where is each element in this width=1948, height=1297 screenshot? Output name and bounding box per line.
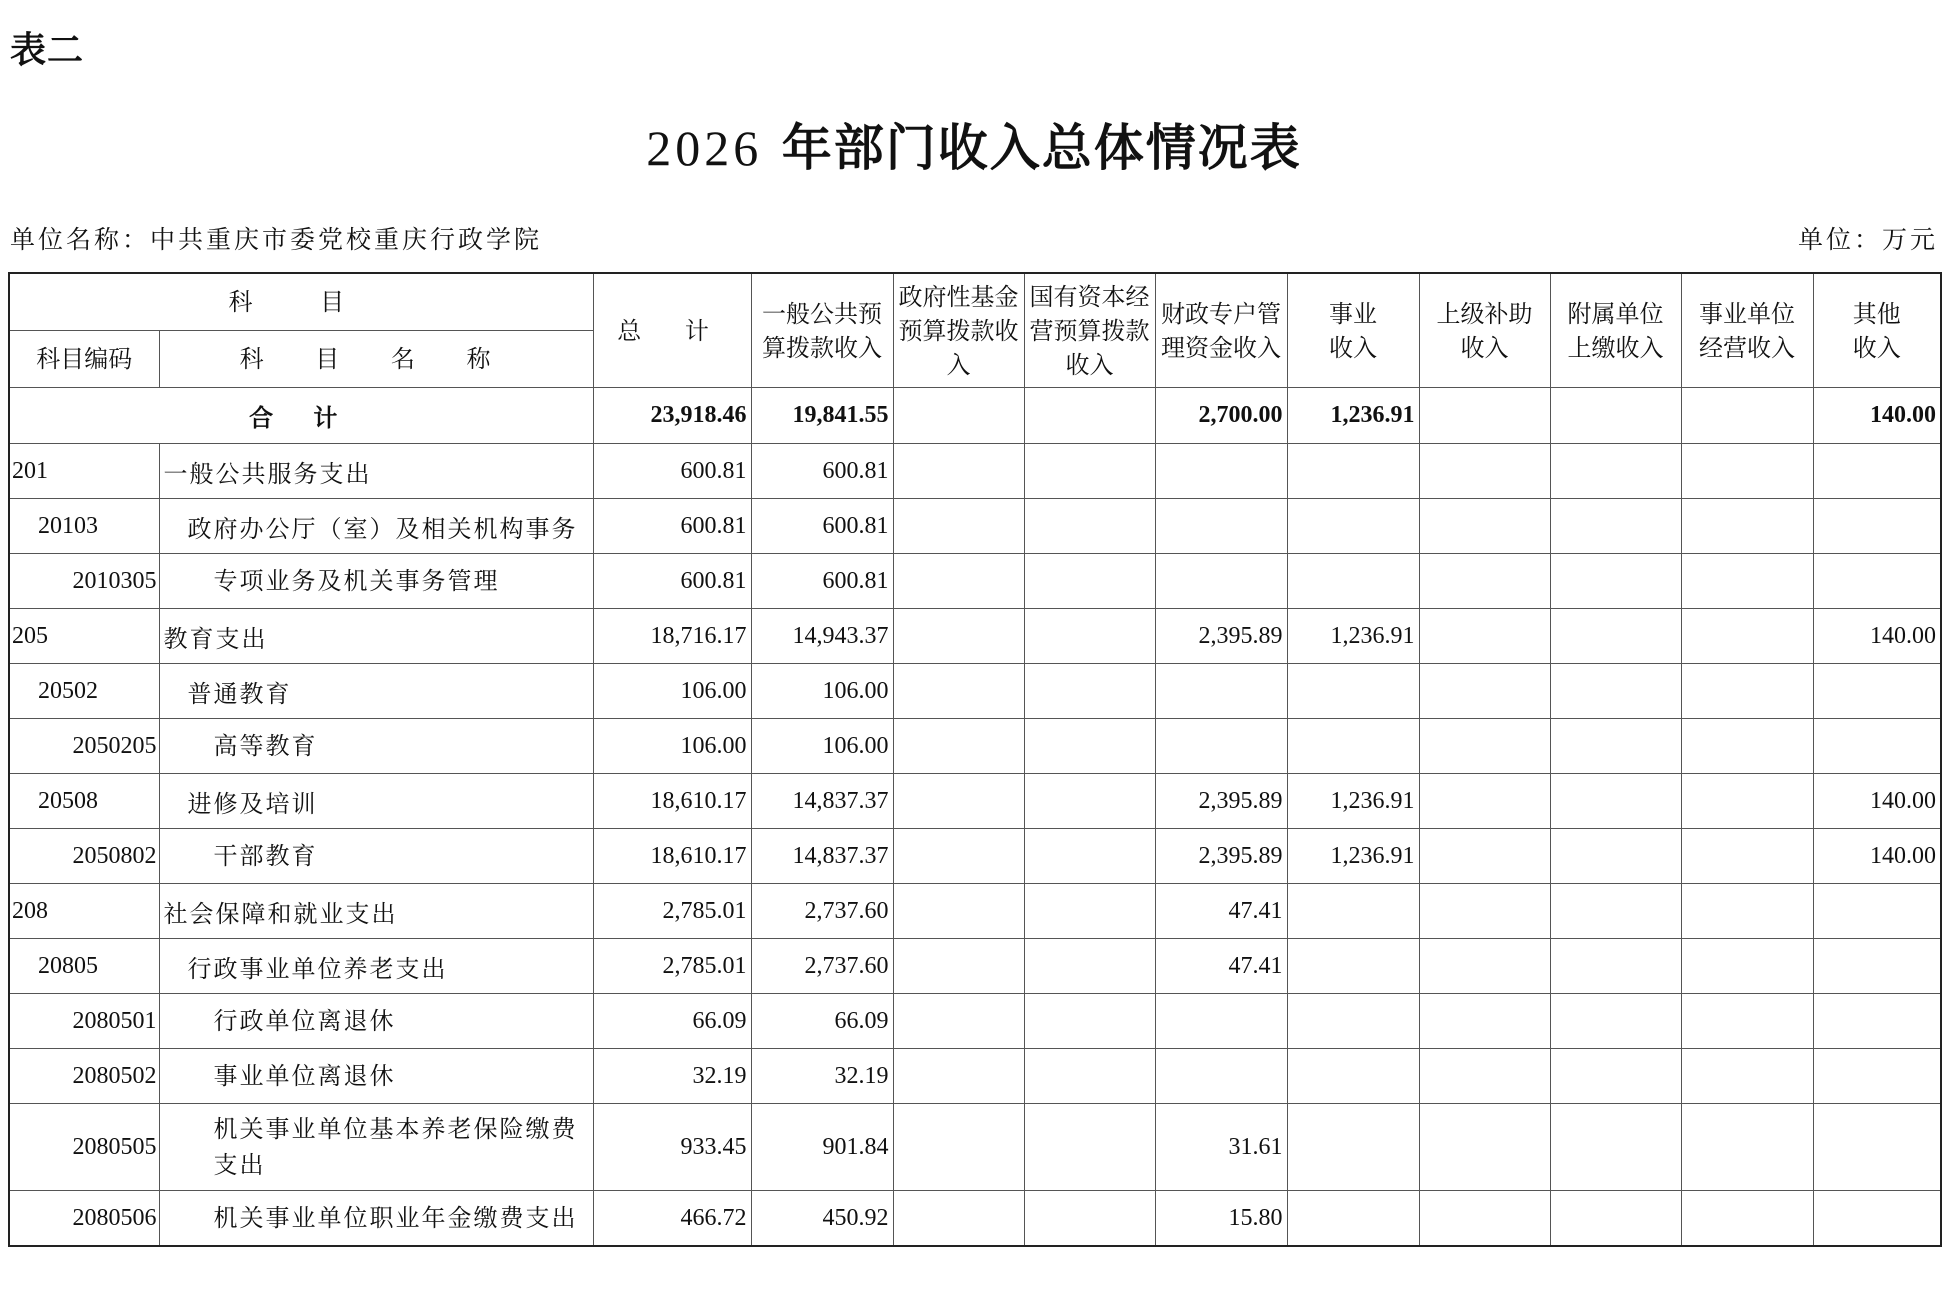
cell-affiliated [1550, 499, 1681, 554]
cell-state-capital [1024, 499, 1155, 554]
header-other: 其他收入 [1813, 273, 1941, 388]
cell-general-budget: 450.92 [751, 1191, 893, 1247]
cell-other: 140.00 [1813, 774, 1941, 829]
cell-superior-subsidy [1419, 884, 1550, 939]
cell-other [1813, 554, 1941, 609]
table-row [9, 829, 1941, 884]
total-total: 23,918.46 [593, 388, 751, 444]
cell-affiliated [1550, 609, 1681, 664]
cell-general-budget: 14,943.37 [751, 609, 893, 664]
cell-fiscal-special [1155, 719, 1287, 774]
cell-general-budget: 901.84 [751, 1104, 893, 1191]
subject-name: 教育支出 [159, 609, 593, 664]
header-general-budget: 一般公共预算拨款收入 [751, 273, 893, 388]
cell-fiscal-special: 47.41 [1155, 939, 1287, 994]
total-other: 140.00 [1813, 388, 1941, 444]
cell-gov-fund [893, 884, 1024, 939]
cell-other [1813, 664, 1941, 719]
cell-state-capital [1024, 829, 1155, 884]
cell-total: 106.00 [593, 664, 751, 719]
subject-code: 20805 [9, 939, 159, 994]
subject-name: 专项业务及机关事务管理 [159, 554, 593, 609]
cell-state-capital [1024, 1104, 1155, 1191]
income-table [8, 272, 1942, 1247]
table-row [9, 554, 1941, 609]
cell-other [1813, 939, 1941, 994]
subject-name: 行政事业单位养老支出 [159, 939, 593, 994]
header-row [9, 273, 1941, 331]
cell-state-capital [1024, 939, 1155, 994]
cell-fiscal-special: 47.41 [1155, 884, 1287, 939]
cell-other [1813, 1191, 1941, 1247]
cell-total: 933.45 [593, 1104, 751, 1191]
cell-fiscal-special: 2,395.89 [1155, 829, 1287, 884]
cell-operating [1681, 939, 1813, 994]
cell-affiliated [1550, 664, 1681, 719]
header-total: 总 计 [593, 273, 751, 388]
header-subject-name: 科 目 名 称 [159, 331, 593, 388]
cell-fiscal-special [1155, 554, 1287, 609]
cell-total: 600.81 [593, 444, 751, 499]
cell-business [1287, 884, 1419, 939]
cell-business [1287, 554, 1419, 609]
cell-affiliated [1550, 554, 1681, 609]
cell-fiscal-special: 15.80 [1155, 1191, 1287, 1247]
table-row [9, 774, 1941, 829]
cell-operating [1681, 609, 1813, 664]
page-title [0, 108, 1948, 180]
cell-other [1813, 499, 1941, 554]
cell-other: 140.00 [1813, 829, 1941, 884]
cell-affiliated [1550, 994, 1681, 1049]
cell-total: 466.72 [593, 1191, 751, 1247]
total-affiliated [1550, 388, 1681, 444]
cell-state-capital [1024, 1191, 1155, 1247]
cell-affiliated [1550, 774, 1681, 829]
cell-superior-subsidy [1419, 1104, 1550, 1191]
cell-total: 66.09 [593, 994, 751, 1049]
cell-gov-fund [893, 554, 1024, 609]
table-row [9, 994, 1941, 1049]
cell-superior-subsidy [1419, 719, 1550, 774]
table-row [9, 719, 1941, 774]
table-row [9, 499, 1941, 554]
cell-affiliated [1550, 444, 1681, 499]
cell-other [1813, 1049, 1941, 1104]
total-superior-subsidy [1419, 388, 1550, 444]
title-year: 2026 [646, 120, 763, 176]
cell-superior-subsidy [1419, 829, 1550, 884]
cell-state-capital [1024, 884, 1155, 939]
cell-other [1813, 994, 1941, 1049]
cell-state-capital [1024, 554, 1155, 609]
cell-business [1287, 499, 1419, 554]
cell-affiliated [1550, 1191, 1681, 1247]
cell-operating [1681, 774, 1813, 829]
cell-total: 18,610.17 [593, 829, 751, 884]
subject-code: 2050205 [9, 719, 159, 774]
cell-other [1813, 719, 1941, 774]
cell-operating [1681, 554, 1813, 609]
cell-general-budget: 2,737.60 [751, 884, 893, 939]
cell-general-budget: 600.81 [751, 499, 893, 554]
table-row [9, 1191, 1941, 1247]
table-row [9, 609, 1941, 664]
cell-gov-fund [893, 994, 1024, 1049]
cell-fiscal-special [1155, 1049, 1287, 1104]
cell-state-capital [1024, 774, 1155, 829]
cell-operating [1681, 829, 1813, 884]
table-row [9, 939, 1941, 994]
cell-state-capital [1024, 609, 1155, 664]
cell-gov-fund [893, 1191, 1024, 1247]
subject-code: 205 [9, 609, 159, 664]
cell-superior-subsidy [1419, 939, 1550, 994]
cell-state-capital [1024, 719, 1155, 774]
cell-general-budget: 66.09 [751, 994, 893, 1049]
cell-general-budget: 600.81 [751, 444, 893, 499]
cell-gov-fund [893, 774, 1024, 829]
cell-gov-fund [893, 609, 1024, 664]
cell-general-budget: 32.19 [751, 1049, 893, 1104]
cell-other [1813, 1104, 1941, 1191]
total-row [9, 388, 1941, 444]
cell-gov-fund [893, 664, 1024, 719]
total-label: 合 计 [9, 388, 593, 444]
cell-business [1287, 939, 1419, 994]
cell-superior-subsidy [1419, 444, 1550, 499]
subject-code: 20103 [9, 499, 159, 554]
subject-code: 2080506 [9, 1191, 159, 1247]
subject-code: 2050802 [9, 829, 159, 884]
subject-name: 进修及培训 [159, 774, 593, 829]
cell-operating [1681, 444, 1813, 499]
cell-affiliated [1550, 1049, 1681, 1104]
cell-gov-fund [893, 444, 1024, 499]
cell-gov-fund [893, 1049, 1024, 1104]
cell-state-capital [1024, 664, 1155, 719]
header-subject-code: 科目编码 [9, 331, 159, 388]
cell-other: 140.00 [1813, 609, 1941, 664]
subject-name: 政府办公厅（室）及相关机构事务 [159, 499, 593, 554]
cell-business [1287, 1191, 1419, 1247]
total-gov-fund [893, 388, 1024, 444]
cell-operating [1681, 994, 1813, 1049]
cell-general-budget: 600.81 [751, 554, 893, 609]
cell-gov-fund [893, 829, 1024, 884]
subject-code: 2010305 [9, 554, 159, 609]
cell-business [1287, 1049, 1419, 1104]
subject-code: 208 [9, 884, 159, 939]
header-operating: 事业单位经营收入 [1681, 273, 1813, 388]
header-gov-fund: 政府性基金预算拨款收入 [893, 273, 1024, 388]
cell-total: 18,716.17 [593, 609, 751, 664]
cell-general-budget: 14,837.37 [751, 774, 893, 829]
header-affiliated: 附属单位上缴收入 [1550, 273, 1681, 388]
cell-superior-subsidy [1419, 774, 1550, 829]
cell-business: 1,236.91 [1287, 829, 1419, 884]
cell-gov-fund [893, 719, 1024, 774]
cell-total: 600.81 [593, 554, 751, 609]
unit-of-measure: 单位：万元 [1797, 225, 1938, 254]
cell-operating [1681, 664, 1813, 719]
cell-fiscal-special: 2,395.89 [1155, 774, 1287, 829]
cell-gov-fund [893, 1104, 1024, 1191]
cell-business [1287, 444, 1419, 499]
cell-other [1813, 884, 1941, 939]
cell-business [1287, 994, 1419, 1049]
cell-other [1813, 444, 1941, 499]
subject-name: 机关事业单位职业年金缴费支出 [159, 1191, 593, 1247]
cell-operating [1681, 1049, 1813, 1104]
cell-superior-subsidy [1419, 1191, 1550, 1247]
cell-total: 18,610.17 [593, 774, 751, 829]
cell-total: 2,785.01 [593, 939, 751, 994]
cell-operating [1681, 719, 1813, 774]
cell-total: 2,785.01 [593, 884, 751, 939]
unit-name: 单位名称：中共重庆市委党校重庆行政学院 [10, 225, 543, 254]
subject-name: 行政单位离退休 [159, 994, 593, 1049]
cell-state-capital [1024, 994, 1155, 1049]
cell-fiscal-special [1155, 499, 1287, 554]
header-superior-subsidy: 上级补助收入 [1419, 273, 1550, 388]
cell-general-budget: 106.00 [751, 719, 893, 774]
subject-code: 2080501 [9, 994, 159, 1049]
table-row [9, 1104, 1941, 1191]
cell-business: 1,236.91 [1287, 609, 1419, 664]
cell-affiliated [1550, 829, 1681, 884]
subject-code: 20502 [9, 664, 159, 719]
cell-fiscal-special: 31.61 [1155, 1104, 1287, 1191]
cell-total: 32.19 [593, 1049, 751, 1104]
table-row [9, 1049, 1941, 1104]
cell-fiscal-special [1155, 994, 1287, 1049]
subject-name: 干部教育 [159, 829, 593, 884]
cell-affiliated [1550, 719, 1681, 774]
subject-name: 机关事业单位基本养老保险缴费支出 [159, 1104, 593, 1191]
table-number-label: 表二 [10, 30, 85, 71]
cell-business [1287, 1104, 1419, 1191]
cell-superior-subsidy [1419, 664, 1550, 719]
header-subject: 科 目 [9, 273, 593, 331]
cell-state-capital [1024, 1049, 1155, 1104]
cell-gov-fund [893, 499, 1024, 554]
cell-superior-subsidy [1419, 994, 1550, 1049]
subject-name: 一般公共服务支出 [159, 444, 593, 499]
cell-affiliated [1550, 1104, 1681, 1191]
subject-code: 2080505 [9, 1104, 159, 1191]
subject-code: 201 [9, 444, 159, 499]
table-row [9, 884, 1941, 939]
subject-code: 2080502 [9, 1049, 159, 1104]
cell-superior-subsidy [1419, 554, 1550, 609]
cell-operating [1681, 499, 1813, 554]
cell-fiscal-special [1155, 444, 1287, 499]
cell-fiscal-special [1155, 664, 1287, 719]
total-business: 1,236.91 [1287, 388, 1419, 444]
subject-name: 普通教育 [159, 664, 593, 719]
cell-business [1287, 719, 1419, 774]
cell-general-budget: 14,837.37 [751, 829, 893, 884]
cell-state-capital [1024, 444, 1155, 499]
subject-name: 高等教育 [159, 719, 593, 774]
subject-name: 社会保障和就业支出 [159, 884, 593, 939]
table-row [9, 664, 1941, 719]
subject-name: 事业单位离退休 [159, 1049, 593, 1104]
total-general-budget: 19,841.55 [751, 388, 893, 444]
cell-general-budget: 2,737.60 [751, 939, 893, 994]
total-fiscal-special: 2,700.00 [1155, 388, 1287, 444]
cell-superior-subsidy [1419, 499, 1550, 554]
header-business: 事业收入 [1287, 273, 1419, 388]
title-text: 年部门收入总体情况表 [781, 118, 1302, 177]
total-operating [1681, 388, 1813, 444]
header-state-capital: 国有资本经营预算拨款收入 [1024, 273, 1155, 388]
cell-affiliated [1550, 939, 1681, 994]
table-row [9, 444, 1941, 499]
cell-operating [1681, 1191, 1813, 1247]
cell-business: 1,236.91 [1287, 774, 1419, 829]
cell-business [1287, 664, 1419, 719]
cell-total: 600.81 [593, 499, 751, 554]
cell-gov-fund [893, 939, 1024, 994]
cell-general-budget: 106.00 [751, 664, 893, 719]
cell-total: 106.00 [593, 719, 751, 774]
cell-operating [1681, 1104, 1813, 1191]
cell-superior-subsidy [1419, 609, 1550, 664]
subject-code: 20508 [9, 774, 159, 829]
cell-fiscal-special: 2,395.89 [1155, 609, 1287, 664]
header-fiscal-special: 财政专户管理资金收入 [1155, 273, 1287, 388]
cell-operating [1681, 884, 1813, 939]
cell-affiliated [1550, 884, 1681, 939]
cell-superior-subsidy [1419, 1049, 1550, 1104]
total-state-capital [1024, 388, 1155, 444]
